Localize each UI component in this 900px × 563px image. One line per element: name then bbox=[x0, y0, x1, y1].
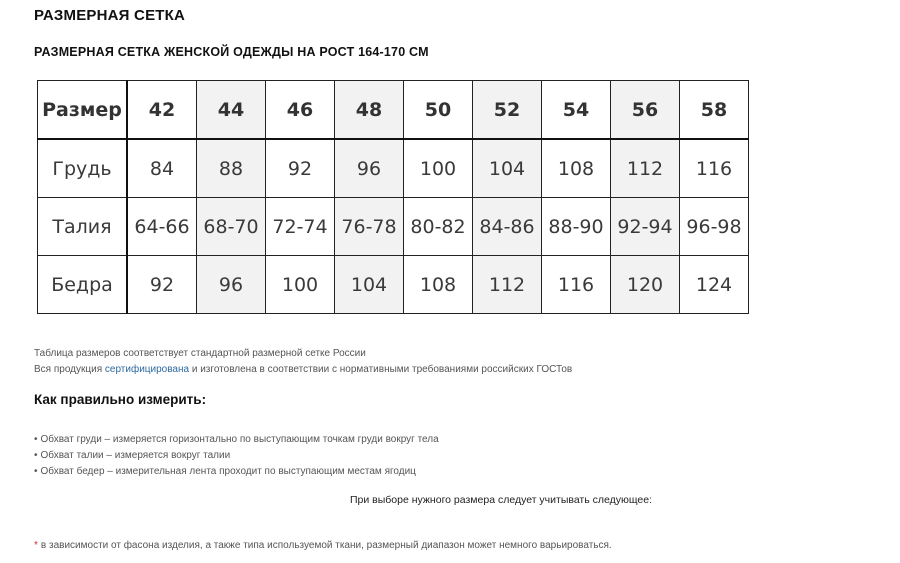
table-cell: 100 bbox=[266, 256, 335, 314]
certification-note bbox=[34, 362, 572, 378]
size-table-title: РАЗМЕРНАЯ СЕТКА ЖЕНСКОЙ ОДЕЖДЫ НА РОСТ 164-170 СМ bbox=[34, 45, 429, 59]
table-cell: 112 bbox=[473, 256, 542, 314]
size-cell-50: 50 bbox=[404, 81, 473, 140]
asterisk-icon: * bbox=[34, 540, 38, 551]
notes-block bbox=[34, 346, 572, 378]
waist-label-cell: Талия bbox=[38, 198, 128, 256]
certification-link[interactable]: сертифицирована bbox=[104, 364, 190, 375]
table-cell: 104 bbox=[335, 256, 404, 314]
size-cell-52: 52 bbox=[473, 81, 542, 140]
list-item bbox=[34, 464, 439, 480]
size-cell-54: 54 bbox=[542, 81, 611, 140]
table-cell: 92 bbox=[127, 256, 197, 314]
chest-row bbox=[38, 139, 749, 198]
table-cell: 120 bbox=[611, 256, 680, 314]
size-header-row bbox=[38, 81, 749, 140]
table-cell: 88-90 bbox=[542, 198, 611, 256]
footnote-text: в зависимости от фасона изделия, а также типа используемой ткани, размерный диапазон может немного варьироваться. bbox=[40, 540, 612, 551]
size-cell-46: 46 bbox=[266, 81, 335, 140]
list-item-text: Обхват груди – измеряется горизонтально по выступающим точкам груди вокруг тела bbox=[40, 434, 439, 445]
table-cell: 116 bbox=[680, 139, 749, 198]
table-cell: 112 bbox=[611, 139, 680, 198]
howto-heading: Как правильно измерить: bbox=[34, 392, 207, 407]
hips-row bbox=[38, 256, 749, 314]
table-cell: 84 bbox=[127, 139, 197, 198]
list-item bbox=[34, 448, 439, 464]
measure-list bbox=[34, 432, 439, 480]
table-cell: 96 bbox=[335, 139, 404, 198]
table-cell: 88 bbox=[197, 139, 266, 198]
list-item-text: Обхват бедер – измерительная лента проходит по выступающим местам ягодиц bbox=[40, 466, 416, 477]
table-cell: 92 bbox=[266, 139, 335, 198]
size-cell-42: 42 bbox=[127, 81, 197, 140]
chest-label-cell: Грудь bbox=[38, 139, 128, 198]
table-cell: 108 bbox=[542, 139, 611, 198]
table-cell: 116 bbox=[542, 256, 611, 314]
table-cell: 68-70 bbox=[197, 198, 266, 256]
list-item bbox=[34, 432, 439, 448]
table-cell: 92-94 bbox=[611, 198, 680, 256]
table-cell: 108 bbox=[404, 256, 473, 314]
standard-note: Таблица размеров соответствует стандартной размерной сетке России bbox=[34, 348, 366, 359]
table-cell: 72-74 bbox=[266, 198, 335, 256]
size-table bbox=[37, 80, 749, 314]
list-item-text: Обхват талии – измеряется вокруг талии bbox=[40, 450, 231, 461]
size-cell-56: 56 bbox=[611, 81, 680, 140]
footnote bbox=[34, 540, 612, 551]
table-cell: 104 bbox=[473, 139, 542, 198]
table-cell: 76-78 bbox=[335, 198, 404, 256]
certification-suffix: и изготовлена в соответствии с нормативными требованиями российских ГОСТов bbox=[189, 364, 573, 375]
size-cell-58: 58 bbox=[680, 81, 749, 140]
page-title: РАЗМЕРНАЯ СЕТКА bbox=[34, 7, 186, 24]
table-cell: 96-98 bbox=[680, 198, 749, 256]
waist-row bbox=[38, 198, 749, 256]
header-label-cell: Размер bbox=[38, 81, 128, 140]
bullet-icon: • bbox=[34, 466, 38, 477]
size-cell-44: 44 bbox=[197, 81, 266, 140]
table-cell: 84-86 bbox=[473, 198, 542, 256]
table-cell: 124 bbox=[680, 256, 749, 314]
bullet-icon: • bbox=[34, 434, 38, 445]
bullet-icon: • bbox=[34, 450, 38, 461]
size-choice-note: При выборе нужного размера следует учитывать следующее: bbox=[350, 494, 652, 506]
table-cell: 64-66 bbox=[127, 198, 197, 256]
hips-label-cell: Бедра bbox=[38, 256, 128, 314]
table-cell: 80-82 bbox=[404, 198, 473, 256]
size-cell-48: 48 bbox=[335, 81, 404, 140]
certification-prefix: Вся продукция bbox=[34, 364, 105, 375]
table-cell: 96 bbox=[197, 256, 266, 314]
table-cell: 100 bbox=[404, 139, 473, 198]
